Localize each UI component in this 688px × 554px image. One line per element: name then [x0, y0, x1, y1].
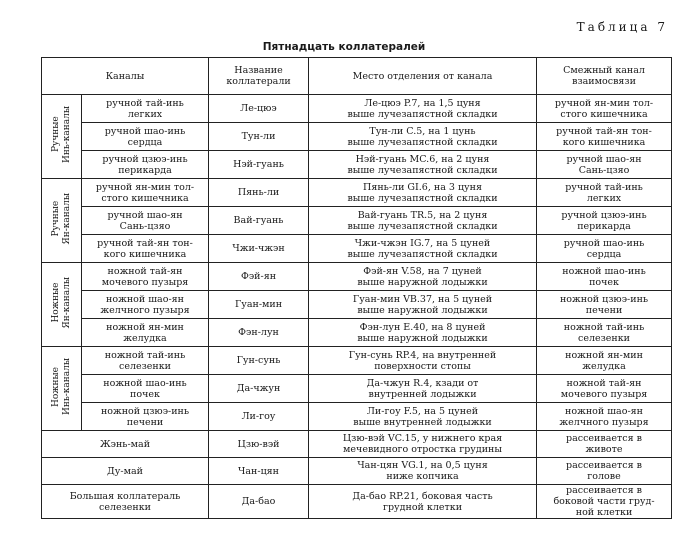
channel-group-label [42, 263, 82, 347]
table-row [42, 431, 672, 458]
collateral-name-cell: Вай-гуань [209, 207, 309, 235]
channel-group-text: Ножные Ян-каналы [50, 277, 72, 329]
collateral-name-cell: Да-чжун [209, 375, 309, 403]
channel-cell: ножной тай-инь селезенки [82, 347, 209, 375]
collateral-name-cell: Цзю-вэй [209, 431, 309, 458]
channel-cell: ручной цзюэ-инь перикарда [82, 151, 209, 179]
adjacent-channel-cell: рассеивается в боковой части груд- ной клетки [537, 485, 672, 519]
place-cell: Гун-сунь RP.4, на внутренней поверхности стопы [309, 347, 537, 375]
channel-cell: ручной шао-инь сердца [82, 123, 209, 151]
table-row [42, 375, 672, 403]
place-cell: Тун-ли C.5, на 1 цунь выше лучезапястной складки [309, 123, 537, 151]
collateral-name-cell: Да-бао [209, 485, 309, 519]
adjacent-channel-cell: ножной шао-инь почек [537, 263, 672, 291]
adjacent-channel-cell: ручной ян-мин тол- стого кишечника [537, 95, 672, 123]
channel-cell: ножной ян-мин желудка [82, 319, 209, 347]
place-cell: Вай-гуань TR.5, на 2 цуня выше лучезапястной складки [309, 207, 537, 235]
adjacent-channel-cell: ножной цзюэ-инь печени [537, 291, 672, 319]
table-row [42, 123, 672, 151]
place-cell: Да-бао RP.21, боковая часть грудной клетки [309, 485, 537, 519]
table-row [42, 263, 672, 291]
adjacent-channel-cell: рассеивается в голове [537, 458, 672, 485]
channel-group-text: Ручные Инь-каналы [50, 106, 72, 164]
header-adjacent-channel: Смежный канал взаимосвязи [537, 58, 672, 95]
channel-cell: ручной ян-мин тол- стого кишечника [82, 179, 209, 207]
collateral-name-cell: Нэй-гуань [209, 151, 309, 179]
place-cell: Фэй-ян V.58, на 7 цуней выше наружной лодыжки [309, 263, 537, 291]
place-cell: Ли-гоу F.5, на 5 цуней выше внутренней лодыжки [309, 403, 537, 431]
table-row [42, 458, 672, 485]
collaterals-table [41, 57, 672, 519]
channel-group-text: Ножные Инь-каналы [50, 358, 72, 416]
collateral-name-cell: Чан-цян [209, 458, 309, 485]
channel-cell: ручной тай-инь легких [82, 95, 209, 123]
adjacent-channel-cell: ручной тай-ян тон- кого кишечника [537, 123, 672, 151]
collateral-name-cell: Чжи-чжэн [209, 235, 309, 263]
place-cell: Фэн-лун E.40, на 8 цуней выше наружной лодыжки [309, 319, 537, 347]
collateral-name-cell: Пянь-ли [209, 179, 309, 207]
table-row [42, 179, 672, 207]
adjacent-channel-cell: ручной шао-инь сердца [537, 235, 672, 263]
collateral-name-cell: Тун-ли [209, 123, 309, 151]
channel-cell: Большая коллатераль селезенки [42, 485, 209, 519]
place-cell: Ле-цюэ P.7, на 1,5 цуня выше лучезапястной складки [309, 95, 537, 123]
adjacent-channel-cell: ножной тай-ян мочевого пузыря [537, 375, 672, 403]
channel-cell: ручной шао-ян Сань-цзяо [82, 207, 209, 235]
table-row [42, 151, 672, 179]
table-number-label: Таблица 7 [576, 20, 668, 34]
channel-group-label [42, 95, 82, 179]
place-cell: Цзю-вэй VC.15, у нижнего края мечевидного отростка грудины [309, 431, 537, 458]
header-channels: Каналы [42, 58, 209, 95]
place-cell: Нэй-гуань MC.6, на 2 цуня выше лучезапястной складки [309, 151, 537, 179]
adjacent-channel-cell: ручной цзюэ-инь перикарда [537, 207, 672, 235]
collateral-name-cell: Гун-сунь [209, 347, 309, 375]
collateral-name-cell: Ле-цюэ [209, 95, 309, 123]
channel-cell: ножной цзюэ-инь печени [82, 403, 209, 431]
place-cell: Гуан-мин VB.37, на 5 цуней выше наружной лодыжки [309, 291, 537, 319]
header-collateral-name: Название коллатерали [209, 58, 309, 95]
table-row [42, 235, 672, 263]
table-row [42, 347, 672, 375]
adjacent-channel-cell: ручной шао-ян Сань-цзяо [537, 151, 672, 179]
collateral-name-cell: Фэн-лун [209, 319, 309, 347]
channel-cell: ножной тай-ян мочевого пузыря [82, 263, 209, 291]
table-row [42, 403, 672, 431]
channel-cell: ножной шао-инь почек [82, 375, 209, 403]
channel-group-text: Ручные Ян-каналы [50, 193, 72, 245]
channel-group-label [42, 347, 82, 431]
table-title: Пятнадцать коллатералей [262, 41, 426, 53]
collateral-name-cell: Ли-гоу [209, 403, 309, 431]
table-row [42, 291, 672, 319]
channel-group-label [42, 179, 82, 263]
adjacent-channel-cell: ножной тай-инь селезенки [537, 319, 672, 347]
adjacent-channel-cell: ножной ян-мин желудка [537, 347, 672, 375]
channel-cell: ножной шао-ян желчного пузыря [82, 291, 209, 319]
collateral-name-cell: Фэй-ян [209, 263, 309, 291]
adjacent-channel-cell: ножной шао-ян желчного пузыря [537, 403, 672, 431]
place-cell: Да-чжун R.4, кзади от внутренней лодыжки [309, 375, 537, 403]
channel-cell: Жэнь-май [42, 431, 209, 458]
channel-cell: ручной тай-ян тон- кого кишечника [82, 235, 209, 263]
table-row [42, 485, 672, 519]
collateral-name-cell: Гуан-мин [209, 291, 309, 319]
place-cell: Пянь-ли GI.6, на 3 цуня выше лучезапястной складки [309, 179, 537, 207]
table-row [42, 207, 672, 235]
table-header-row [42, 58, 672, 95]
adjacent-channel-cell: ручной тай-инь легких [537, 179, 672, 207]
place-cell: Чжи-чжэн IG.7, на 5 цуней выше лучезапястной складки [309, 235, 537, 263]
place-cell: Чан-цян VG.1, на 0,5 цуня ниже копчика [309, 458, 537, 485]
table-row [42, 95, 672, 123]
table-row [42, 319, 672, 347]
header-place: Место отделения от канала [309, 58, 537, 95]
adjacent-channel-cell: рассеивается в животе [537, 431, 672, 458]
channel-cell: Ду-май [42, 458, 209, 485]
